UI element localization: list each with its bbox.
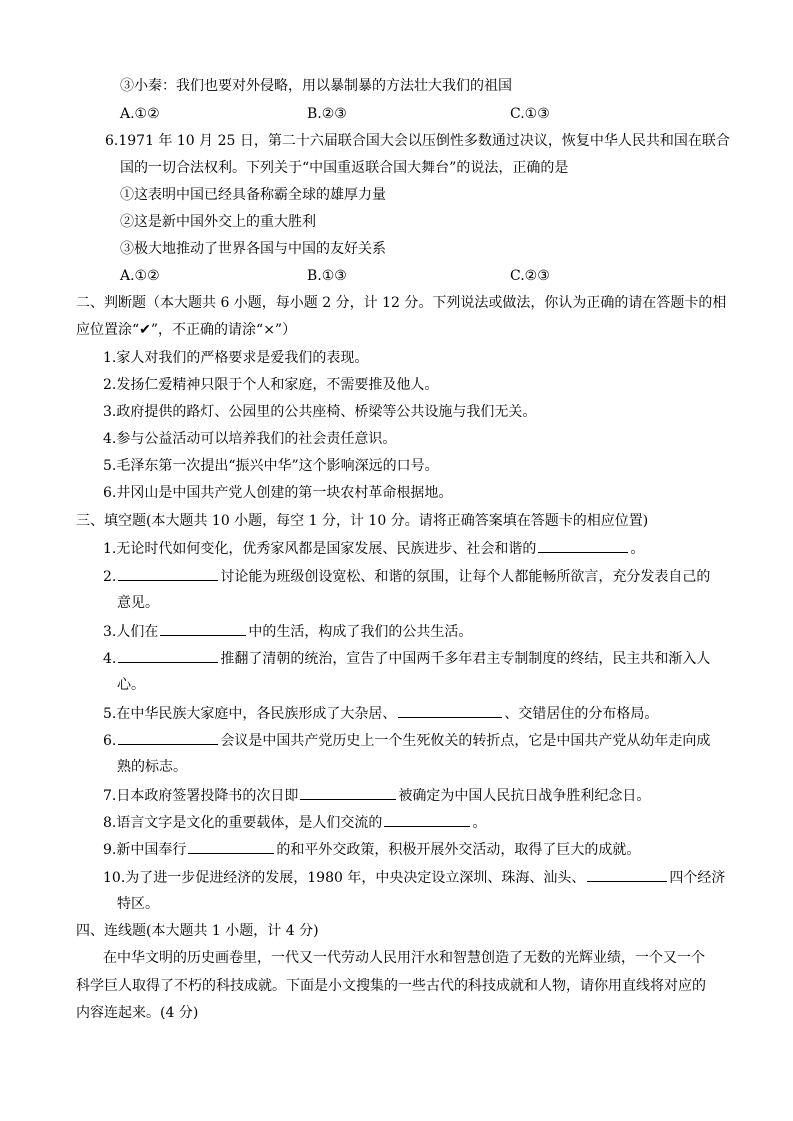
fill-item-4: 4. 推翻了清朝的统治，宣告了中国两千多年君主专制制度的终结，民主共和渐入人 xyxy=(103,648,710,669)
fill-item-4-cont: 心。 xyxy=(117,677,145,693)
q6-stem-line1: 6.1971 年 10 月 25 日，第二十六届联合国大会以压倒性多数通过决议，恢复中华人民共和国在联合 xyxy=(105,133,730,149)
judge-item-4: 4.参与公益活动可以培养我们的社会责任意识。 xyxy=(103,431,397,447)
fill-item-1: 1.无论时代如何变化，优秀家风都是国家发展、民族进步、社会和谐的 。 xyxy=(103,538,644,559)
part2-heading-line1: 二、判断题（本大题共 6 小题，每小题 2 分，计 12 分。下列说法或做法，你认为正确的请在答题卡的相 xyxy=(76,295,727,311)
fill-item-6: 6. 会议是中国共产党历史上一个生死攸关的转折点，它是中国共产党从幼年走向成 xyxy=(103,730,710,751)
fill-item-2-cont: 意见。 xyxy=(117,595,159,611)
part4-heading: 四、连线题(本大题共 1 小题，计 4 分) xyxy=(76,923,319,939)
part4-paragraph-line2: 科学巨人取得了不朽的科技成就。下面是小文搜集的一些古代的科技成就和人物，请你用直线将对应的 xyxy=(76,978,706,994)
q6-item-3: ③极大地推动了世界各国与中国的友好关系 xyxy=(120,241,386,257)
answer-blank xyxy=(384,812,470,827)
answer-blank xyxy=(398,703,502,718)
answer-blank xyxy=(538,538,628,553)
fill-item-8: 8.语言文字是文化的重要载体，是人们交流的 。 xyxy=(103,812,486,833)
fill-item-9: 9.新中国奉行 的和平外交政策，积极开展外交活动，取得了巨大的成就。 xyxy=(103,839,640,860)
answer-blank xyxy=(118,730,218,745)
part4-paragraph-line3: 内容连起来。(4 分) xyxy=(76,1005,199,1021)
judge-item-3: 3.政府提供的路灯、公园里的公共座椅、桥梁等公共设施与我们无关。 xyxy=(103,404,537,420)
fill-item-3: 3.人们在 中的生活，构成了我们的公共生活。 xyxy=(103,621,472,642)
q5-option-c: C.①③ xyxy=(510,106,550,122)
q6-option-a: A.①② xyxy=(120,268,160,284)
fill-item-10-cont: 特区。 xyxy=(117,896,159,912)
answer-blank xyxy=(188,839,274,854)
part3-heading: 三、填空题(本大题共 10 小题，每空 1 分，计 10 分。请将正确答案填在答题卡的相应位置) xyxy=(76,513,649,529)
q6-item-2: ②这是新中国外交上的重大胜利 xyxy=(120,214,316,230)
part4-paragraph-line1: 在中华文明的历史画卷里，一代又一代劳动人民用汗水和智慧创造了无数的光辉业绩，一个又一个 xyxy=(103,950,705,966)
q6-item-1: ①这表明中国已经具备称霸全球的雄厚力量 xyxy=(120,187,386,203)
q5-option-b: B.②③ xyxy=(307,106,347,122)
fill-item-5: 5.在中华民族大家庭中，各民族形成了大杂居、 、交错居住的分布格局。 xyxy=(103,703,658,724)
judge-item-5: 5.毛泽东第一次提出“振兴中华”这个影响深远的口号。 xyxy=(103,458,439,474)
fill-item-7: 7.日本政府签署投降书的次日即 被确定为中国人民抗日战争胜利纪念日。 xyxy=(103,785,650,806)
fill-item-6-cont: 熟的标志。 xyxy=(117,759,187,775)
q6-option-c: C.②③ xyxy=(510,268,550,284)
fill-item-10: 10.为了进一步促进经济的发展，1980 年，中央决定设立深圳、珠海、汕头、 四个经济 xyxy=(103,867,725,888)
q5-option-a: A.①② xyxy=(120,106,160,122)
answer-blank xyxy=(118,566,218,581)
answer-blank xyxy=(300,785,396,800)
q5-item-3: ③小秦：我们也要对外侵略，用以暴制暴的方法壮大我们的祖国 xyxy=(120,78,512,94)
judge-item-2: 2.发扬仁爱精神只限于个人和家庭，不需要推及他人。 xyxy=(103,377,439,393)
q6-option-b: B.①③ xyxy=(307,268,347,284)
answer-blank xyxy=(160,621,246,636)
answer-blank xyxy=(587,867,667,882)
answer-blank xyxy=(118,648,218,663)
q6-stem-line2: 国的一切合法权利。下列关于“中国重返联合国大舞台”的说法，正确的是 xyxy=(120,160,569,176)
part2-heading-line2: 应位置涂“✔”，不正确的请涂“×”） xyxy=(76,322,297,338)
judge-item-6: 6.井冈山是中国共产党人创建的第一块农村革命根据地。 xyxy=(103,485,453,501)
judge-item-1: 1.家人对我们的严格要求是爱我们的表现。 xyxy=(103,350,369,366)
fill-item-2: 2. 讨论能为班级创设宽松、和谐的氛围，让每个人都能畅所欲言，充分发表自己的 xyxy=(103,566,710,587)
